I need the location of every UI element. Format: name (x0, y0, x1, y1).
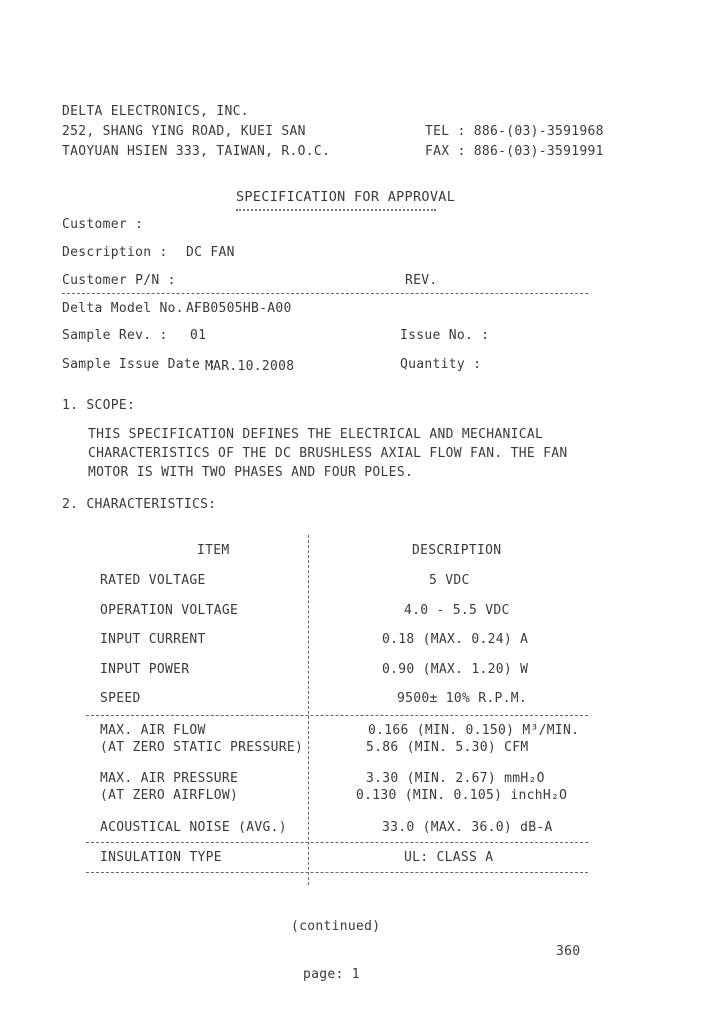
table-row-description: 3.30 (MIN. 2.67) mmH₂O (366, 771, 545, 786)
table-row-item: OPERATION VOLTAGE (100, 603, 239, 618)
table-row-item: ACOUSTICAL NOISE (AVG.) (100, 820, 287, 835)
scope-heading: 1. SCOPE: (62, 398, 136, 413)
scope-line: THIS SPECIFICATION DEFINES THE ELECTRICAL AND MECHANICAL (88, 427, 544, 442)
column-header-description: DESCRIPTION (412, 543, 502, 558)
column-header-item: ITEM (197, 543, 230, 558)
document-title: SPECIFICATION FOR APPROVAL (236, 189, 456, 205)
company-address-line2: TAOYUAN HSIEN 333, TAIWAN, R.O.C. (62, 144, 331, 159)
page-number: page: 1 (303, 967, 360, 982)
sample-rev-value: 01 (190, 328, 207, 343)
document-code: 360 (556, 944, 581, 959)
table-row-item: MAX. AIR PRESSURE (100, 771, 239, 786)
table-row-description: 0.18 (MAX. 0.24) A (382, 632, 529, 647)
sample-rev-label: Sample Rev. : (62, 328, 168, 343)
table-row-item: INSULATION TYPE (100, 850, 222, 865)
rev-label: REV. (405, 273, 438, 288)
table-row-item: (AT ZERO STATIC PRESSURE) (100, 740, 304, 755)
issue-no-label: Issue No. : (400, 328, 490, 343)
company-name: DELTA ELECTRONICS, INC. (62, 104, 249, 119)
scope-line: MOTOR IS WITH TWO PHASES AND FOUR POLES. (88, 465, 414, 480)
table-row-item: INPUT POWER (100, 662, 190, 677)
table-row-description: 33.0 (MAX. 36.0) dB-A (382, 820, 553, 835)
sample-date-value: MAR.10.2008 (205, 359, 295, 374)
customer-pn-label: Customer P/N : (62, 273, 176, 288)
table-row-description: 0.130 (MIN. 0.105) inchH₂O (356, 788, 568, 803)
model-label: Delta Model No. : (62, 301, 201, 316)
table-row-item: SPEED (100, 691, 141, 706)
table-row-description: UL: CLASS A (404, 850, 494, 865)
title-underline (236, 209, 436, 211)
table-row-item: RATED VOLTAGE (100, 573, 206, 588)
description-label: Description : (62, 245, 168, 260)
customer-label: Customer : (62, 217, 144, 232)
description-value: DC FAN (186, 245, 235, 260)
column-divider (308, 535, 309, 885)
company-fax: FAX : 886-(03)-3591991 (425, 144, 604, 159)
table-row-description: 0.166 (MIN. 0.150) M³/MIN. (368, 723, 580, 738)
table-row-item: INPUT CURRENT (100, 632, 206, 647)
table-row-description: 9500± 10% R.P.M. (397, 691, 528, 706)
table-divider (86, 842, 588, 843)
characteristics-heading: 2. CHARACTERISTICS: (62, 497, 217, 512)
company-tel: TEL : 886-(03)-3591968 (425, 124, 604, 139)
field-divider (62, 293, 588, 294)
table-row-description: 0.90 (MAX. 1.20) W (382, 662, 529, 677)
model-value: AFB0505HB-A00 (186, 301, 292, 316)
table-row-description: 5.86 (MIN. 5.30) CFM (366, 740, 529, 755)
table-divider (86, 715, 588, 716)
scope-line: CHARACTERISTICS OF THE DC BRUSHLESS AXIAL FLOW FAN. THE FAN (88, 446, 568, 461)
table-row-item: MAX. AIR FLOW (100, 723, 206, 738)
sample-date-label: Sample Issue Date : (62, 357, 217, 372)
continued-note: (continued) (291, 919, 381, 934)
table-row-item: (AT ZERO AIRFLOW) (100, 788, 239, 803)
table-row-description: 4.0 - 5.5 VDC (404, 603, 510, 618)
table-row-description: 5 VDC (429, 573, 470, 588)
company-address-line1: 252, SHANG YING ROAD, KUEI SAN (62, 124, 306, 139)
quantity-label: Quantity : (400, 357, 482, 372)
table-bottom-border (86, 872, 588, 873)
